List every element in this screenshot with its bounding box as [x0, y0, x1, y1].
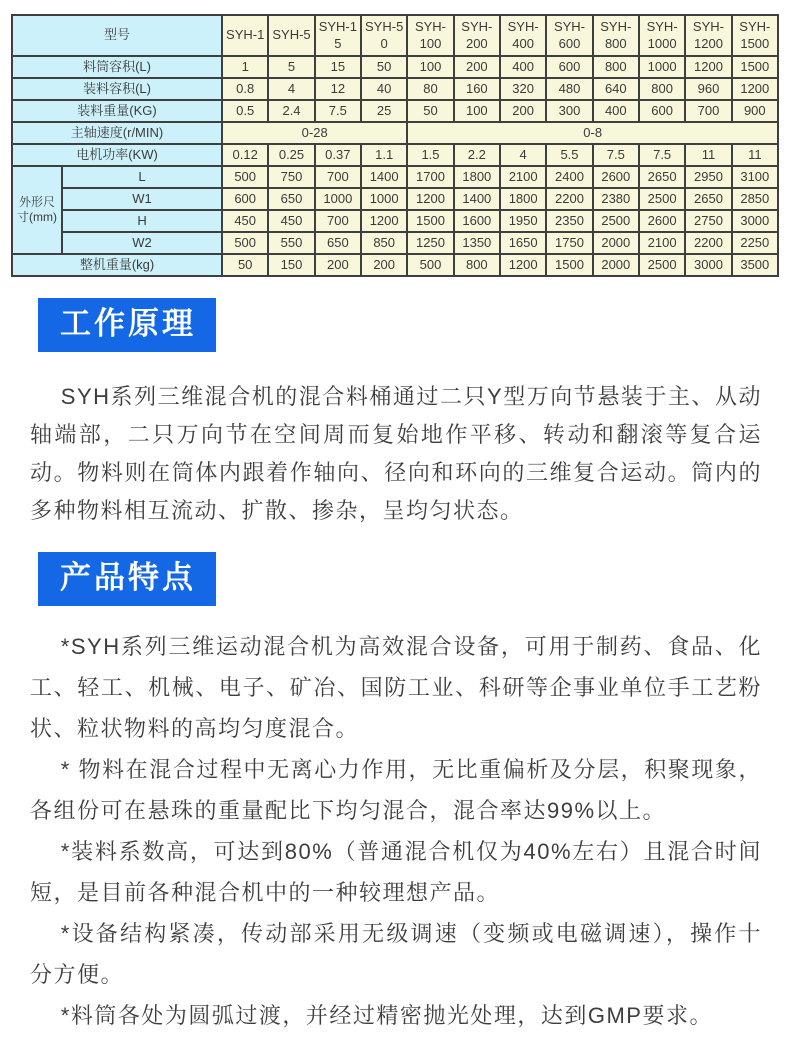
- spec-value-cell: 11: [732, 144, 778, 166]
- spec-value-cell: 1.1: [361, 144, 407, 166]
- spec-value-cell: 2200: [685, 232, 731, 254]
- spec-row-label: 装料重量(KG): [12, 100, 222, 122]
- model-header: SYH-15: [315, 15, 361, 56]
- spec-value-cell: 2750: [685, 210, 731, 232]
- spec-subrow-label: W1: [62, 188, 222, 210]
- spec-value-cell: 650: [315, 232, 361, 254]
- spec-value-cell: 1.5: [407, 144, 453, 166]
- spec-value-cell: 50: [222, 254, 268, 276]
- spec-value-cell: 1200: [685, 56, 731, 78]
- spec-subrow-label: H: [62, 210, 222, 232]
- model-header: SYH- 200: [454, 15, 500, 56]
- spec-value-cell: 320: [500, 78, 546, 100]
- spec-value-cell: 500: [222, 166, 268, 188]
- spec-value-cell: 150: [268, 254, 314, 276]
- spec-value-cell: 550: [268, 232, 314, 254]
- spec-value-cell: 700: [315, 210, 361, 232]
- spec-value-cell: 600: [222, 188, 268, 210]
- spec-value-cell: 1500: [407, 210, 453, 232]
- spec-value-cell: 1800: [454, 166, 500, 188]
- spec-value-cell: 7.5: [639, 144, 685, 166]
- feature-paragraph: *SYH系列三维运动混合机为高效混合设备，可用于制药、食品、化工、轻工、机械、电子、矿冶、国防工业、科研等企事业单位手工艺粉状、粒状物料的高均匀度混合。: [30, 634, 762, 742]
- spec-value-cell: 200: [500, 100, 546, 122]
- spec-value-cell: 2500: [593, 210, 639, 232]
- product-features-body: [0, 626, 790, 1036]
- spec-value-cell: 2650: [685, 188, 731, 210]
- model-header: SYH-50: [361, 15, 407, 56]
- spec-value-cell: 3000: [732, 210, 778, 232]
- spec-value-cell: 450: [222, 210, 268, 232]
- spec-value-cell: 100: [407, 56, 453, 78]
- spec-value-cell: 1750: [546, 232, 592, 254]
- spec-value-cell: 200: [315, 254, 361, 276]
- spec-value-cell: 2.4: [268, 100, 314, 122]
- spec-value-cell: 2200: [546, 188, 592, 210]
- spec-value-cell: 2600: [639, 210, 685, 232]
- spec-value-cell: 1200: [732, 78, 778, 100]
- spec-subrow-label: L: [62, 166, 222, 188]
- spec-value-cell: 0.25: [268, 144, 314, 166]
- spec-group-label: 外形尺寸(mm): [12, 166, 62, 254]
- spec-value-cell: 1250: [407, 232, 453, 254]
- spec-value-cell: 2500: [639, 188, 685, 210]
- spec-value-cell: 500: [222, 232, 268, 254]
- spec-value-cell: 800: [454, 254, 500, 276]
- spec-value-cell: 5: [268, 56, 314, 78]
- spec-value-cell: 2000: [593, 254, 639, 276]
- spec-span-cell: 0-28: [222, 122, 407, 144]
- spec-value-cell: 2950: [685, 166, 731, 188]
- spec-value-cell: 500: [407, 254, 453, 276]
- spec-value-cell: 800: [639, 78, 685, 100]
- spec-value-cell: 1400: [454, 188, 500, 210]
- working-principle-body: [0, 378, 790, 530]
- section-title-working-principle: 工作原理: [38, 298, 216, 352]
- feature-paragraph: *料筒各处为圆弧过渡，并经过精密抛光处理，达到GMP要求。: [60, 1003, 713, 1029]
- spec-value-cell: 0.37: [315, 144, 361, 166]
- spec-value-cell: 200: [361, 254, 407, 276]
- spec-value-cell: 2380: [593, 188, 639, 210]
- feature-paragraph: *设备结构紧凑，传动部采用无级调速（变频或电磁调速），操作十分方便。: [30, 921, 762, 988]
- spec-table-section: [0, 0, 790, 277]
- spec-table: [11, 14, 779, 277]
- spec-value-cell: 400: [593, 100, 639, 122]
- spec-value-cell: 480: [546, 78, 592, 100]
- spec-value-cell: 960: [685, 78, 731, 100]
- spec-value-cell: 7.5: [593, 144, 639, 166]
- spec-subrow-label: W2: [62, 232, 222, 254]
- spec-value-cell: 1200: [407, 188, 453, 210]
- model-header: SYH- 600: [546, 15, 592, 56]
- spec-value-cell: 1800: [500, 188, 546, 210]
- feature-paragraph: * 物料在混合过程中无离心力作用，无比重偏析及分层，积聚现象，各组份可在悬珠的重量配比下均匀混合，混合率达99%以上。: [30, 757, 762, 824]
- spec-value-cell: 50: [407, 100, 453, 122]
- spec-value-cell: 80: [407, 78, 453, 100]
- spec-value-cell: 1000: [315, 188, 361, 210]
- spec-corner-label: 型号: [12, 15, 222, 56]
- spec-value-cell: 700: [315, 166, 361, 188]
- spec-value-cell: 1: [222, 56, 268, 78]
- working-principle-section: [0, 277, 790, 530]
- spec-row-label: 装料容积(L): [12, 78, 222, 100]
- model-header: SYH-5: [268, 15, 314, 56]
- product-features-section: [0, 530, 790, 1036]
- spec-value-cell: 25: [361, 100, 407, 122]
- spec-value-cell: 2.2: [454, 144, 500, 166]
- spec-value-cell: 0.5: [222, 100, 268, 122]
- spec-value-cell: 4: [500, 144, 546, 166]
- spec-value-cell: 0.12: [222, 144, 268, 166]
- feature-paragraph: *装料系数高，可达到80%（普通混合机仅为40%左右）且混合时间短，是目前各种混合机中的一种较理想产品。: [30, 839, 762, 906]
- spec-value-cell: 400: [500, 56, 546, 78]
- spec-value-cell: 100: [454, 100, 500, 122]
- spec-value-cell: 2100: [500, 166, 546, 188]
- model-header: SYH- 1000: [639, 15, 685, 56]
- spec-value-cell: 3100: [732, 166, 778, 188]
- spec-value-cell: 900: [732, 100, 778, 122]
- spec-value-cell: 700: [685, 100, 731, 122]
- spec-value-cell: 1500: [546, 254, 592, 276]
- spec-value-cell: 650: [268, 188, 314, 210]
- spec-value-cell: 40: [361, 78, 407, 100]
- spec-value-cell: 11: [685, 144, 731, 166]
- model-header: SYH-1: [222, 15, 268, 56]
- spec-value-cell: 2600: [593, 166, 639, 188]
- spec-value-cell: 4: [268, 78, 314, 100]
- model-header: SYH- 800: [593, 15, 639, 56]
- spec-value-cell: 1600: [454, 210, 500, 232]
- spec-value-cell: 1700: [407, 166, 453, 188]
- spec-value-cell: 300: [546, 100, 592, 122]
- spec-value-cell: 1950: [500, 210, 546, 232]
- model-header: SYH- 1500: [732, 15, 778, 56]
- working-principle-paragraph: SYH系列三维混合机的混合料桶通过二只Y型万向节悬装于主、从动轴端部，二只万向节在空间周而复始地作平移、转动和翻滚等复合运动。物料则在筒体内跟着作轴向、径向和环向的三维复合运动。筒内的多种物料相互流动、扩散、掺杂，呈均匀状态。: [30, 384, 762, 524]
- spec-value-cell: 2500: [639, 254, 685, 276]
- spec-value-cell: 750: [268, 166, 314, 188]
- spec-value-cell: 600: [546, 56, 592, 78]
- spec-value-cell: 1000: [361, 188, 407, 210]
- spec-value-cell: 600: [639, 100, 685, 122]
- model-header: SYH- 100: [407, 15, 453, 56]
- spec-value-cell: 12: [315, 78, 361, 100]
- model-header: SYH- 400: [500, 15, 546, 56]
- spec-value-cell: 2100: [639, 232, 685, 254]
- spec-span-cell: 0-8: [407, 122, 778, 144]
- spec-value-cell: 7.5: [315, 100, 361, 122]
- spec-value-cell: 2250: [732, 232, 778, 254]
- spec-value-cell: 850: [361, 232, 407, 254]
- spec-value-cell: 640: [593, 78, 639, 100]
- section-title-product-features: 产品特点: [38, 552, 216, 606]
- spec-value-cell: 1350: [454, 232, 500, 254]
- spec-value-cell: 160: [454, 78, 500, 100]
- spec-row-label: 整机重量(kg): [12, 254, 222, 276]
- spec-value-cell: 1200: [361, 210, 407, 232]
- spec-value-cell: 15: [315, 56, 361, 78]
- spec-row-label: 电机功率(KW): [12, 144, 222, 166]
- spec-row-label: 料筒容积(L): [12, 56, 222, 78]
- model-header: SYH- 1200: [685, 15, 731, 56]
- spec-value-cell: 2350: [546, 210, 592, 232]
- spec-value-cell: 1200: [500, 254, 546, 276]
- spec-value-cell: 5.5: [546, 144, 592, 166]
- spec-value-cell: 2000: [593, 232, 639, 254]
- spec-value-cell: 1650: [500, 232, 546, 254]
- spec-value-cell: 0.8: [222, 78, 268, 100]
- spec-value-cell: 50: [361, 56, 407, 78]
- spec-value-cell: 450: [268, 210, 314, 232]
- spec-value-cell: 3000: [685, 254, 731, 276]
- spec-value-cell: 2850: [732, 188, 778, 210]
- spec-value-cell: 200: [454, 56, 500, 78]
- spec-value-cell: 2650: [639, 166, 685, 188]
- spec-value-cell: 3500: [732, 254, 778, 276]
- spec-value-cell: 2400: [546, 166, 592, 188]
- spec-row-label: 主轴速度(r/MIN): [12, 122, 222, 144]
- spec-value-cell: 1000: [639, 56, 685, 78]
- spec-value-cell: 1500: [732, 56, 778, 78]
- spec-value-cell: 1400: [361, 166, 407, 188]
- spec-value-cell: 800: [593, 56, 639, 78]
